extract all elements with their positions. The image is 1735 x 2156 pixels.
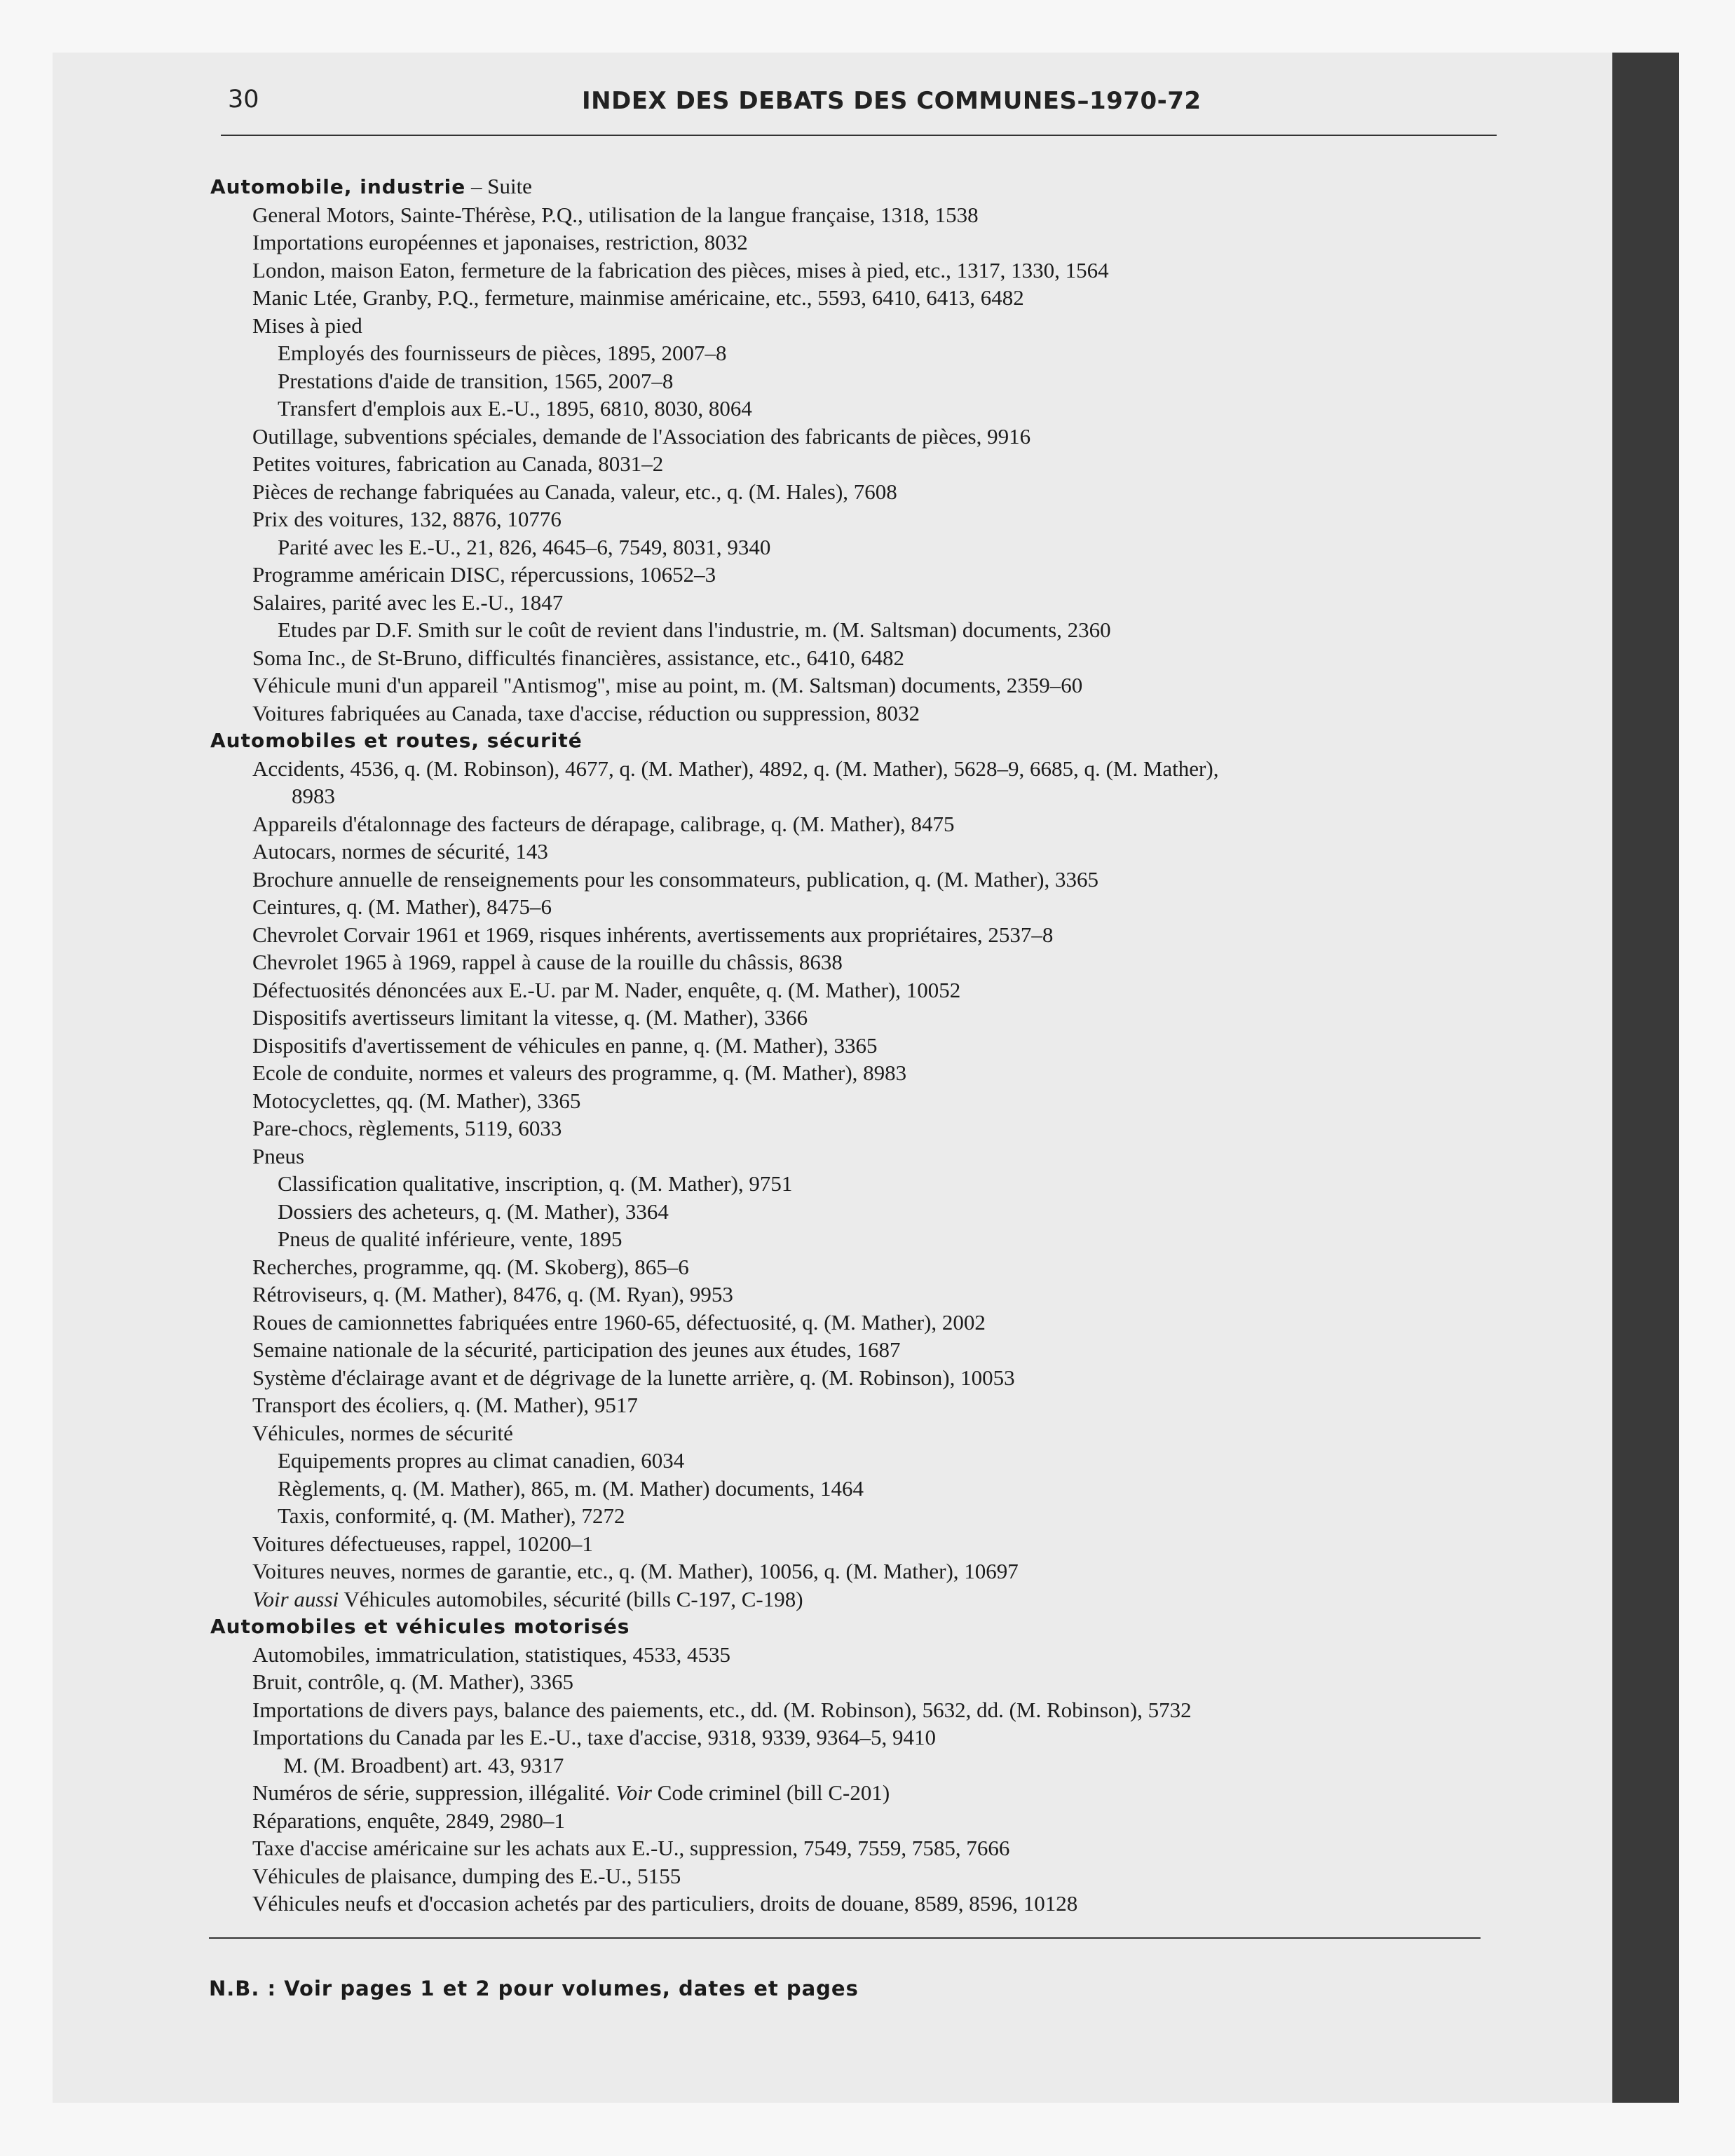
entry-text: Outillage, subventions spéciales, demande de l'Association des fabricants de pièces, 9916 <box>252 423 1031 449</box>
index-entry <box>210 671 1535 700</box>
entry-text: Transport des écoliers, q. (M. Mather), 9517 <box>252 1393 638 1417</box>
entry-text: Dossiers des acheteurs, q. (M. Mather), 3364 <box>278 1199 669 1224</box>
index-entry <box>210 1752 1535 1780</box>
entry-text: Chevrolet 1965 à 1969, rappel à cause de la rouille du châssis, 8638 <box>252 950 843 974</box>
index-entry <box>210 1198 1535 1226</box>
index-entry <box>210 1862 1535 1890</box>
entry-text: Voitures fabriquées au Canada, taxe d'accise, réduction ou suppression, 8032 <box>252 700 920 725</box>
index-entry <box>210 1419 1535 1447</box>
index-entry <box>210 1585 1535 1613</box>
index-entry <box>210 1696 1535 1724</box>
index-entry <box>210 1309 1535 1337</box>
index-entry <box>210 1724 1535 1752</box>
heading-text: Automobiles et routes, sécurité <box>210 729 583 752</box>
entry-text: Numéros de série, suppression, illégalité. <box>252 1780 616 1805</box>
index-entry <box>210 1447 1535 1475</box>
entry-text: Appareils d'étalonnage des facteurs de dérapage, calibrage, q. (M. Mather), 8475 <box>252 811 955 836</box>
index-heading <box>210 172 1535 201</box>
entry-text: Autocars, normes de sécurité, 143 <box>252 839 548 864</box>
index-entry <box>210 1834 1535 1862</box>
index-entry <box>210 1475 1535 1503</box>
index-entry <box>210 838 1535 866</box>
index-entry <box>210 1807 1535 1835</box>
index-entry <box>210 1114 1535 1142</box>
heading-text: Automobiles et véhicules motorisés <box>210 1615 630 1638</box>
entry-text: Programme américain DISC, répercussions, 10652–3 <box>252 562 716 587</box>
index-entry <box>210 948 1535 976</box>
index-entry <box>210 782 1535 810</box>
index-entry <box>210 1225 1535 1253</box>
index-entry <box>210 1336 1535 1364</box>
index-entry <box>210 921 1535 949</box>
index-entry <box>210 1779 1535 1807</box>
index-entry <box>210 1059 1535 1087</box>
entry-text: Transfert d'emplois aux E.-U., 1895, 6810, 8030, 8064 <box>278 396 752 421</box>
index-entry <box>210 1253 1535 1281</box>
entry-text: Importations européennes et japonaises, restriction, 8032 <box>252 230 748 254</box>
index-entry <box>210 644 1535 672</box>
entry-text: Importations du Canada par les E.-U., taxe d'accise, 9318, 9339, 9364–5, 9410 <box>252 1725 936 1749</box>
entry-text: Réparations, enquête, 2849, 2980–1 <box>252 1808 565 1833</box>
index-entry <box>210 893 1535 921</box>
index-entry <box>210 284 1535 312</box>
index-entry <box>210 395 1535 423</box>
entry-text: Pare-chocs, règlements, 5119, 6033 <box>252 1116 562 1140</box>
index-entry <box>210 533 1535 561</box>
index-entry <box>210 1890 1535 1918</box>
entry-text: General Motors, Sainte-Thérèse, P.Q., utilisation de la langue française, 1318, 1538 <box>252 202 979 227</box>
entry-text: Etudes par D.F. Smith sur le coût de revient dans l'industrie, m. (M. Saltsman) documents, 2360 <box>278 618 1111 642</box>
cross-reference-label: Voir aussi <box>252 1586 339 1611</box>
index-entry <box>210 1004 1535 1032</box>
index-entry <box>210 616 1535 644</box>
index-entry <box>210 976 1535 1004</box>
entry-text: Pneus de qualité inférieure, vente, 1895 <box>278 1227 622 1251</box>
page-title: INDEX DES DEBATS DES COMMUNES–1970-72 <box>582 87 1202 115</box>
entry-text: Prix des voitures, 132, 8876, 10776 <box>252 507 562 531</box>
index-entry <box>210 1530 1535 1558</box>
entry-text-after: Code criminel (bill C-201) <box>651 1780 890 1805</box>
entry-text: Système d'éclairage avant et de dégrivage de la lunette arrière, q. (M. Robinson), 10053 <box>252 1365 1015 1390</box>
index-entry <box>210 700 1535 728</box>
entry-text: Employés des fournisseurs de pièces, 1895, 2007–8 <box>278 341 727 365</box>
entry-text: Pièces de rechange fabriquées au Canada, valeur, etc., q. (M. Hales), 7608 <box>252 479 897 504</box>
index-entry <box>210 1502 1535 1530</box>
cross-reference-label: Voir <box>615 1780 652 1805</box>
entry-text: Véhicule muni d'un appareil ''Antismog'', mise au point, m. (M. Saltsman) documents, 2359–60 <box>252 673 1083 697</box>
index-entry <box>210 1142 1535 1171</box>
entry-text: Accidents, 4536, q. (M. Robinson), 4677, q. (M. Mather), 4892, q. (M. Mather), 5628–9, 6685, q. (M. Mather), <box>252 756 1219 781</box>
entry-text: Petites voitures, fabrication au Canada, 8031–2 <box>252 451 664 476</box>
entry-text: Prestations d'aide de transition, 1565, 2007–8 <box>278 368 674 393</box>
entry-text: Taxe d'accise américaine sur les achats aux E.-U., suppression, 7549, 7559, 7585, 7666 <box>252 1836 1010 1860</box>
entry-text: Taxis, conformité, q. (M. Mather), 7272 <box>278 1503 625 1528</box>
index-entry <box>210 423 1535 451</box>
entry-text: Manic Ltée, Granby, P.Q., fermeture, mainmise américaine, etc., 5593, 6410, 6413, 6482 <box>252 285 1024 310</box>
entry-text: Dispositifs avertisseurs limitant la vitesse, q. (M. Mather), 3366 <box>252 1005 808 1030</box>
entry-text: Voitures neuves, normes de garantie, etc., q. (M. Mather), 10056, q. (M. Mather), 10697 <box>252 1559 1019 1583</box>
entry-text: Classification qualitative, inscription, q. (M. Mather), 9751 <box>278 1171 793 1196</box>
page-number: 30 <box>228 86 259 114</box>
index-entry <box>210 505 1535 533</box>
index-entry <box>210 201 1535 229</box>
index-entry <box>210 1364 1535 1392</box>
entry-text: Importations de divers pays, balance des paiements, etc., dd. (M. Robinson), 5632, dd. (M. Robinson), 5732 <box>252 1697 1192 1722</box>
entry-text: Parité avec les E.-U., 21, 826, 4645–6, 7549, 8031, 9340 <box>278 534 771 559</box>
entry-text: Recherches, programme, qq. (M. Skoberg), 865–6 <box>252 1254 689 1279</box>
index-entry <box>210 866 1535 894</box>
index-entry <box>210 1668 1535 1696</box>
entry-text: Rétroviseurs, q. (M. Mather), 8476, q. (M. Ryan), 9953 <box>252 1282 733 1306</box>
entry-text: M. (M. Broadbent) art. 43, 9317 <box>283 1752 564 1778</box>
index-entry <box>210 561 1535 589</box>
index-entry <box>210 1557 1535 1585</box>
entry-text: Véhicules neufs et d'occasion achetés par des particuliers, droits de douane, 8589, 8596, 10128 <box>252 1891 1078 1916</box>
entry-text: Roues de camionnettes fabriquées entre 1960-65, défectuosité, q. (M. Mather), 2002 <box>252 1309 986 1335</box>
entry-text: Véhicules, normes de sécurité <box>252 1420 513 1445</box>
entry-text: Chevrolet Corvair 1961 et 1969, risques inhérents, avertissements aux propriétaires, 2537–8 <box>252 922 1054 947</box>
index-entry <box>210 228 1535 257</box>
index-entry <box>210 1032 1535 1060</box>
index-entry <box>210 589 1535 617</box>
index-entry <box>210 1641 1535 1669</box>
entry-text: Pneus <box>252 1143 305 1168</box>
entry-text: Salaires, parité avec les E.-U., 1847 <box>252 589 564 615</box>
binding-edge <box>1612 53 1679 2103</box>
index-entry <box>210 1170 1535 1198</box>
index-entry <box>210 1391 1535 1419</box>
heading-suite: – Suite <box>465 174 532 198</box>
entry-text: London, maison Eaton, fermeture de la fabrication des pièces, mises à pied, etc., 1317, 1330, 1564 <box>252 257 1109 282</box>
entry-text: Equipements propres au climat canadien, 6034 <box>278 1448 685 1473</box>
index-heading <box>210 1613 1535 1641</box>
entry-text: Bruit, contrôle, q. (M. Mather), 3365 <box>252 1670 574 1694</box>
index-entry <box>210 312 1535 340</box>
entry-text: Véhicules automobiles, sécurité (bills C-197, C-198) <box>339 1586 803 1611</box>
index-entry <box>210 339 1535 367</box>
entry-text: Véhicules de plaisance, dumping des E.-U., 5155 <box>252 1863 681 1888</box>
entry-text: 8983 <box>292 784 335 808</box>
index-entry <box>210 478 1535 506</box>
heading-text: Automobile, industrie <box>210 175 466 198</box>
index-heading <box>210 727 1535 755</box>
entry-text: Motocyclettes, qq. (M. Mather), 3365 <box>252 1088 581 1113</box>
index-entry <box>210 450 1535 478</box>
entry-text: Règlements, q. (M. Mather), 865, m. (M. Mather) documents, 1464 <box>278 1475 864 1501</box>
entry-text: Brochure annuelle de renseignements pour les consommateurs, publication, q. (M. Mather), 3365 <box>252 866 1098 892</box>
index-entry <box>210 257 1535 285</box>
index-entry <box>210 1281 1535 1309</box>
entry-text: Soma Inc., de St-Bruno, difficultés financières, assistance, etc., 6410, 6482 <box>252 645 905 670</box>
index-entry <box>210 367 1535 395</box>
entry-text: Ceintures, q. (M. Mather), 8475–6 <box>252 894 552 919</box>
entry-text: Défectuosités dénoncées aux E.-U. par M. Nader, enquête, q. (M. Mather), 10052 <box>252 977 961 1002</box>
entry-text: Ecole de conduite, normes et valeurs des programme, q. (M. Mather), 8983 <box>252 1060 907 1085</box>
index-entry <box>210 1087 1535 1115</box>
index-entries <box>210 172 1535 1918</box>
footnote: N.B. : Voir pages 1 et 2 pour volumes, dates et pages <box>209 1977 859 2000</box>
header-rule <box>221 135 1497 136</box>
entry-text: Semaine nationale de la sécurité, participation des jeunes aux études, 1687 <box>252 1337 901 1362</box>
entry-text: Automobiles, immatriculation, statistiques, 4533, 4535 <box>252 1642 730 1667</box>
index-entry <box>210 755 1535 783</box>
footer-rule <box>209 1937 1481 1939</box>
entry-text: Voitures défectueuses, rappel, 10200–1 <box>252 1531 593 1556</box>
entry-text: Dispositifs d'avertissement de véhicules en panne, q. (M. Mather), 3365 <box>252 1032 878 1058</box>
index-entry <box>210 810 1535 838</box>
entry-text: Mises à pied <box>252 313 362 338</box>
